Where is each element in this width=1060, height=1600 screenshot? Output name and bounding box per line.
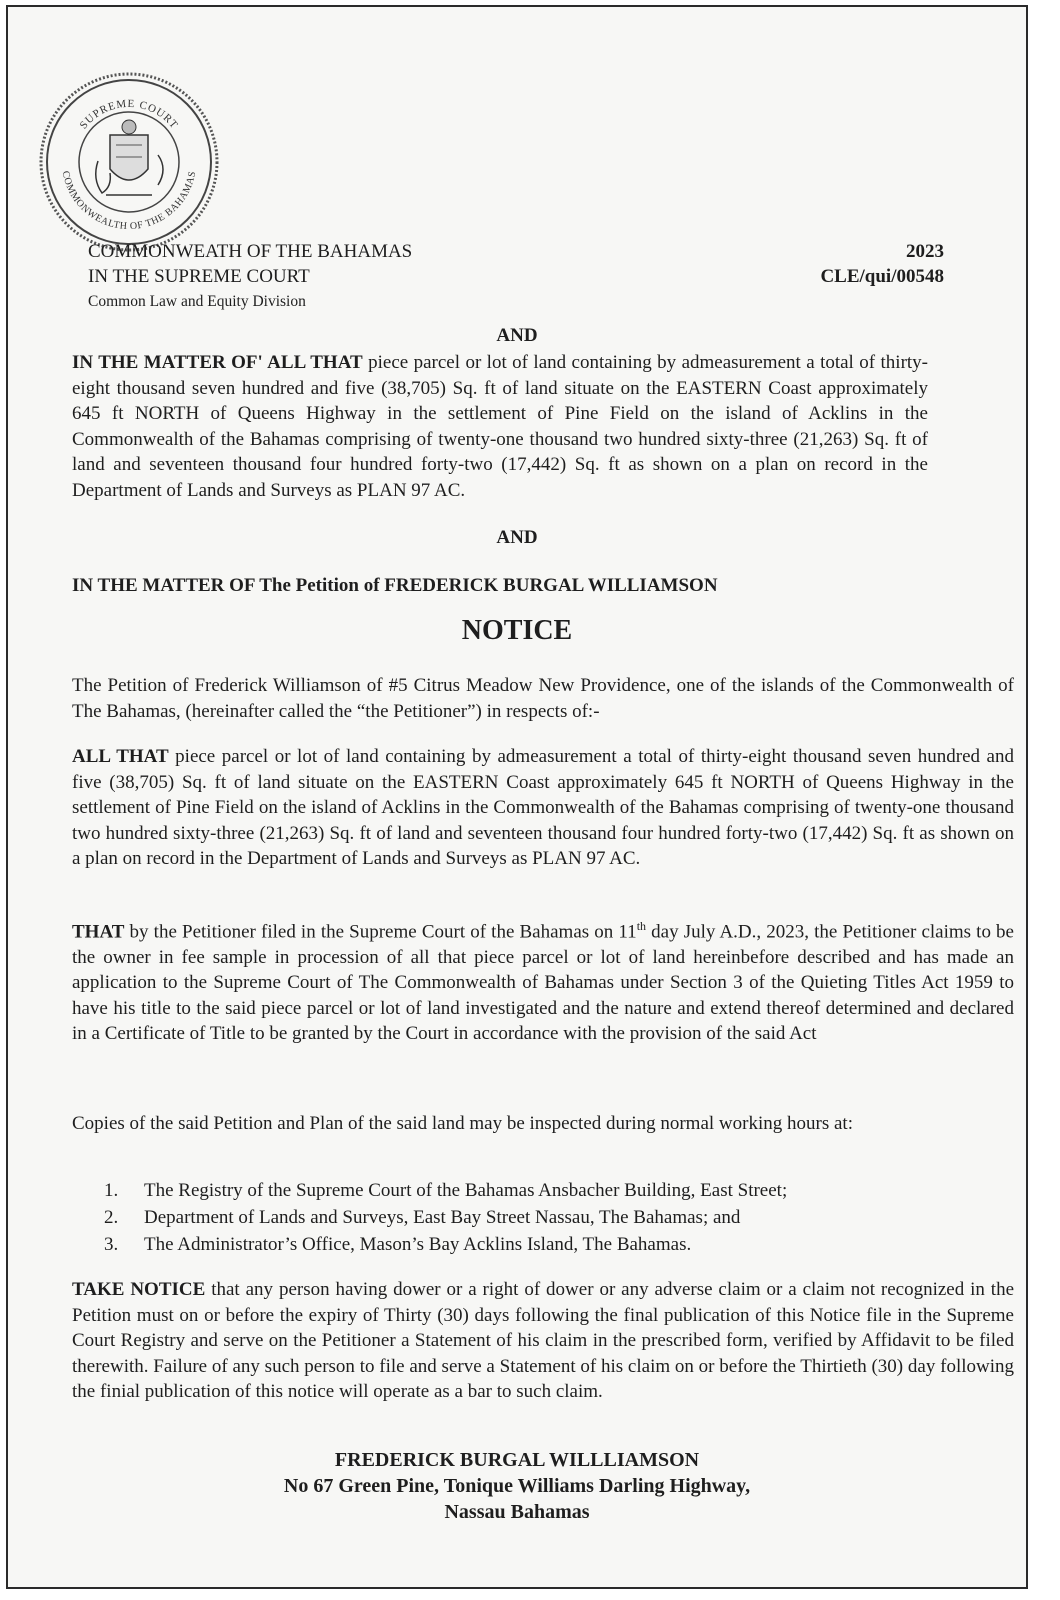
take-notice-paragraph [72,1277,1014,1405]
matter-paragraph-2: IN THE MATTER OF The Petition of FREDERICK BURGAL WILLIAMSON [72,575,718,596]
court-seal-icon [36,69,222,255]
and-heading-1: AND [496,325,538,346]
that-text-a: by the Petitioner filed in the Supreme Court of the Bahamas on 11 [124,921,637,943]
signature-address-2: Nassau Bahamas [444,1501,590,1523]
signature-address-1: No 67 Green Pine, Tonique Williams Darling Highway, [283,1475,751,1497]
signature-name: FREDERICK BURGAL WILLLIAMSON [334,1449,700,1471]
matter-paragraph-1 [72,350,928,503]
case-number: CLE/qui/00548 [820,266,944,287]
signature-block [8,1447,1026,1525]
court-header [88,239,412,314]
list-item [104,1177,787,1204]
list-item-text: Department of Lands and Surveys, East Bay Street Nassau, The Bahamas; and [144,1207,741,1228]
list-item-number: 2. [104,1207,119,1228]
list-item-text: The Administrator’s Office, Mason’s Bay Acklins Island, The Bahamas. [144,1234,692,1255]
list-item-number: 1. [104,1180,119,1201]
that-text-b: day July A.D., 2023, the Petitioner claims to be the owner in fee sample in procession of all that piece parcel or lot of land hereinbefore described and has made an application to the Supreme Court of The Commonwealth of Bahamas under Section 3 of the Quieting Titles Act 1959 to have his title to the said piece parcel or lot of land investigated and the nature and extend thereof determined and declared in a Certificate of Title to be granted by the Court in accordance with the provision of the said Act [72,921,1014,1045]
list-item-number: 3. [104,1234,119,1255]
matter-lead-1: IN THE MATTER OF' ALL THAT [72,352,363,373]
petition-intro: The Petition of Frederick Williamson of #5 Citrus Meadow New Providence, one of the islands of the Commonwealth of The Bahamas, (hereinafter called the “the Petitioner”) in respects of:- [72,675,1014,722]
copies-paragraph: Copies of the said Petition and Plan of the said land may be inspected during normal working hours at: [72,1113,853,1134]
all-that-text: piece parcel or lot of land containing by admeasurement a total of thirty-eight thousand seven hundred and five (38,705) Sq. ft of land situate on the EASTERN Coast approximately 645 ft NORTH of Queens Highway in the settlement of Pine Field on the island of Acklins in the Commonwealth of the Bahamas comprising of twenty-one thousand two hundred sixty-three (21,263) Sq. ft of land and seventeen thousand four hundred forty-two (17,442) Sq. ft as shown on a plan on record in the Department of Lands and Surveys as PLAN 97 AC. [72,746,1014,869]
list-item [104,1231,787,1258]
header-line-3: Common Law and Equity Division [88,293,306,310]
that-sup: th [636,919,647,933]
notice-page [6,5,1028,1589]
list-item-text: The Registry of the Supreme Court of the Bahamas Ansbacher Building, East Street; [144,1180,788,1201]
matter-text-1: piece parcel or lot of land containing by admeasurement a total of thirty-eight thousand seven hundred and five (38,705) Sq. ft of land situate on the EASTERN Coast approximately 645 ft NORTH of Queens Highway in the settlement of Pine Field on the island of Acklins in the Commonwealth of the Bahamas comprising of twenty-one thousand two hundred sixty-three (21,263) Sq. ft of land and seventeen thousand four hundred forty-two (17,442) Sq. ft as shown on a plan on record in the Department of Lands and Surveys as PLAN 97 AC. [72,352,928,501]
all-that-paragraph [72,744,1014,872]
and-heading-2: AND [496,527,538,548]
header-line-1: COMMONWEATH OF THE BAHAMAS [88,241,413,262]
that-paragraph [72,914,1014,1047]
seal-top-text: SUPREME COURT [77,97,181,132]
take-notice-lead: TAKE NOTICE [72,1279,206,1300]
take-notice-text: that any person having dower or a right of dower or any adverse claim or a claim not recognized in the Petition must on or before the expiry of Thirty (30) days following the final publication of this Notice file in the Supreme Court Registry and serve on the Petitioner a Statement of his claim in the prescribed form, verified by Affidavit to be filed therewith. Failure of any such person to file and serve a Statement of his claim on or before the Thirtieth (30) day following the finial publication of this notice will operate as a bar to such claim. [72,1279,1015,1402]
case-reference [820,239,944,289]
inspection-locations [104,1177,787,1258]
all-that-lead: ALL THAT [72,746,169,767]
seal-bottom-text: COMMONWEALTH OF THE BAHAMAS [59,170,199,233]
list-item [104,1204,787,1231]
case-year: 2023 [906,241,944,262]
that-lead: THAT [72,921,125,943]
header-line-2: IN THE SUPREME COURT [88,266,310,287]
notice-title: NOTICE [461,615,573,646]
